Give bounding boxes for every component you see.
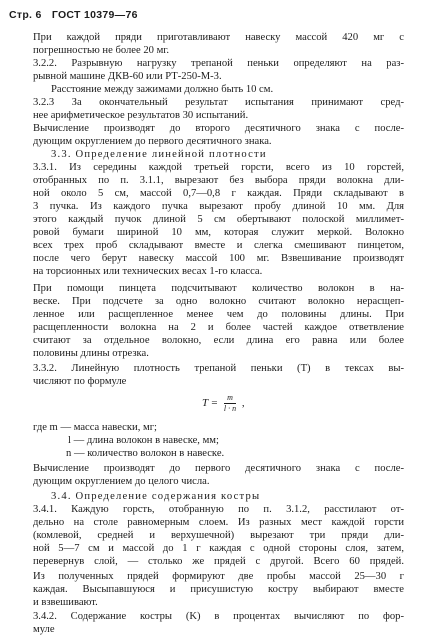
text-line: Расстояние между зажимами должно быть 10 см. [51,84,274,95]
text-line: каждая. Высыпавшуюся и присушистую костру выбирают вместе [33,584,404,595]
text-line: погрешностью не более 20 мг. [33,45,170,56]
formula-lhs: T = [202,397,219,410]
text-line: При помощи пинцета подсчитывают количество волокон в на- [33,283,404,294]
text-line: после чего берут навеску массой 100 мг. Взвешивание производят [33,253,404,264]
text-line: расщепленности волокна на 2 и более частей каждое ответвление [33,322,404,333]
text-line: веске. При подсчете за одно волокно считают волокно нерасщеп- [33,296,404,307]
page-number: Стр. 6 [9,9,42,21]
text-line: дующим округлением до целого числа. [33,476,210,487]
text-line: на торсионных или технических весах 1-го класса. [33,266,263,277]
text-line: Из полученных прядей формируют две пробы массой 25—30 г [33,571,404,582]
text-line: дующим округлением до первого десятичного знака. [33,136,272,147]
formula-tail: , [241,397,245,410]
text-line: ровой бумаги шириной 10 мм, которая служит меркой. Волокно [33,227,404,238]
legend-line: l — длина волокон в навеске, мм; [68,435,219,446]
formula-linear-density [202,393,245,414]
text-line: рывной машине ДКВ-60 или РТ-250-М-3. [33,71,222,82]
section-heading: 3.4. Определение содержания костры [51,491,261,502]
page-header [9,9,145,21]
section-heading: 3.3. Определение линейной плотности [51,149,267,160]
formula-numerator: m [224,393,236,404]
text-line: числяют по формуле [33,376,127,387]
text-line: ной 5—7 см и массой до 1 г каждая с одной стороны слоя, затем, [33,543,404,554]
legend-line: где m — масса навески, мг; [33,422,157,433]
text-line: 3 пучка. Из каждого пучка вырезают пробу длиной 10 мм. Для [33,201,404,212]
text-line: и взвешивают. [33,597,98,608]
text-line: ленное или расщепленное менее чем до половины длины. При [33,309,404,320]
text-line: дельно на столе равномерным слоем. Из разных мест каждой горсти [33,517,404,528]
text-line: считают за отдельное волокно, если длина его равна или более [33,335,404,346]
formula-fraction [224,393,236,414]
text-line: 3.4.2. Содержание костры (K) в процентах вычисляют по фор- [33,611,404,622]
legend-line: n — количество волокон в навеске. [66,448,225,459]
text-line: всех трех проб складывают вместе и слегка смешивают пинцетом, [33,240,404,251]
text-line: 3.3.2. Линейную плотность трепаной пеньки (T) в тексах вы- [33,363,404,374]
text-line: 3.2.3 За окончательный результат испытания принимают сред- [33,97,404,108]
text-line: Вычисление производят до первого десятичного знака с после- [33,463,404,474]
text-line: перевернув слой, — столько же прядей с другой. Всего 60 прядей. [33,556,404,567]
text-line: муле [33,624,55,635]
text-line: 3.3.1. Из середины каждой третьей горсти, всего из 10 горстей, [33,162,404,173]
text-line: нее арифметическое результатов 30 испытаний. [33,110,249,121]
text-line: ной около 5 см, массой 0,7—0,8 г каждая. Пряди складывают в [33,188,404,199]
text-line: отобранных по п. 3.1.1, вырезают без выбора пряди волокна дли- [33,175,404,186]
text-line: Вычисление производят до второго десятичного знака с после- [33,123,404,134]
formula-denominator: l · n [223,404,237,413]
text-line: 3.4.1. Каждую горсть, отобранную по п. 3.1.2, расстилают от- [33,504,404,515]
text-line: (комлевой, средней и верхушечной) вырезают три пряди дли- [33,530,404,541]
text-line: этого каждый пучок длиной 5 см обертывают полоской миллимет- [33,214,404,225]
text-line: 3.2.2. Разрывную нагрузку трепаной пеньки определяют на раз- [33,58,404,69]
text-line: половины длины отрезка. [33,348,149,359]
standard-number: ГОСТ 10379—76 [51,9,138,21]
text-line: При каждой пряди приготавливают навеску массой 420 мг с [33,32,404,43]
